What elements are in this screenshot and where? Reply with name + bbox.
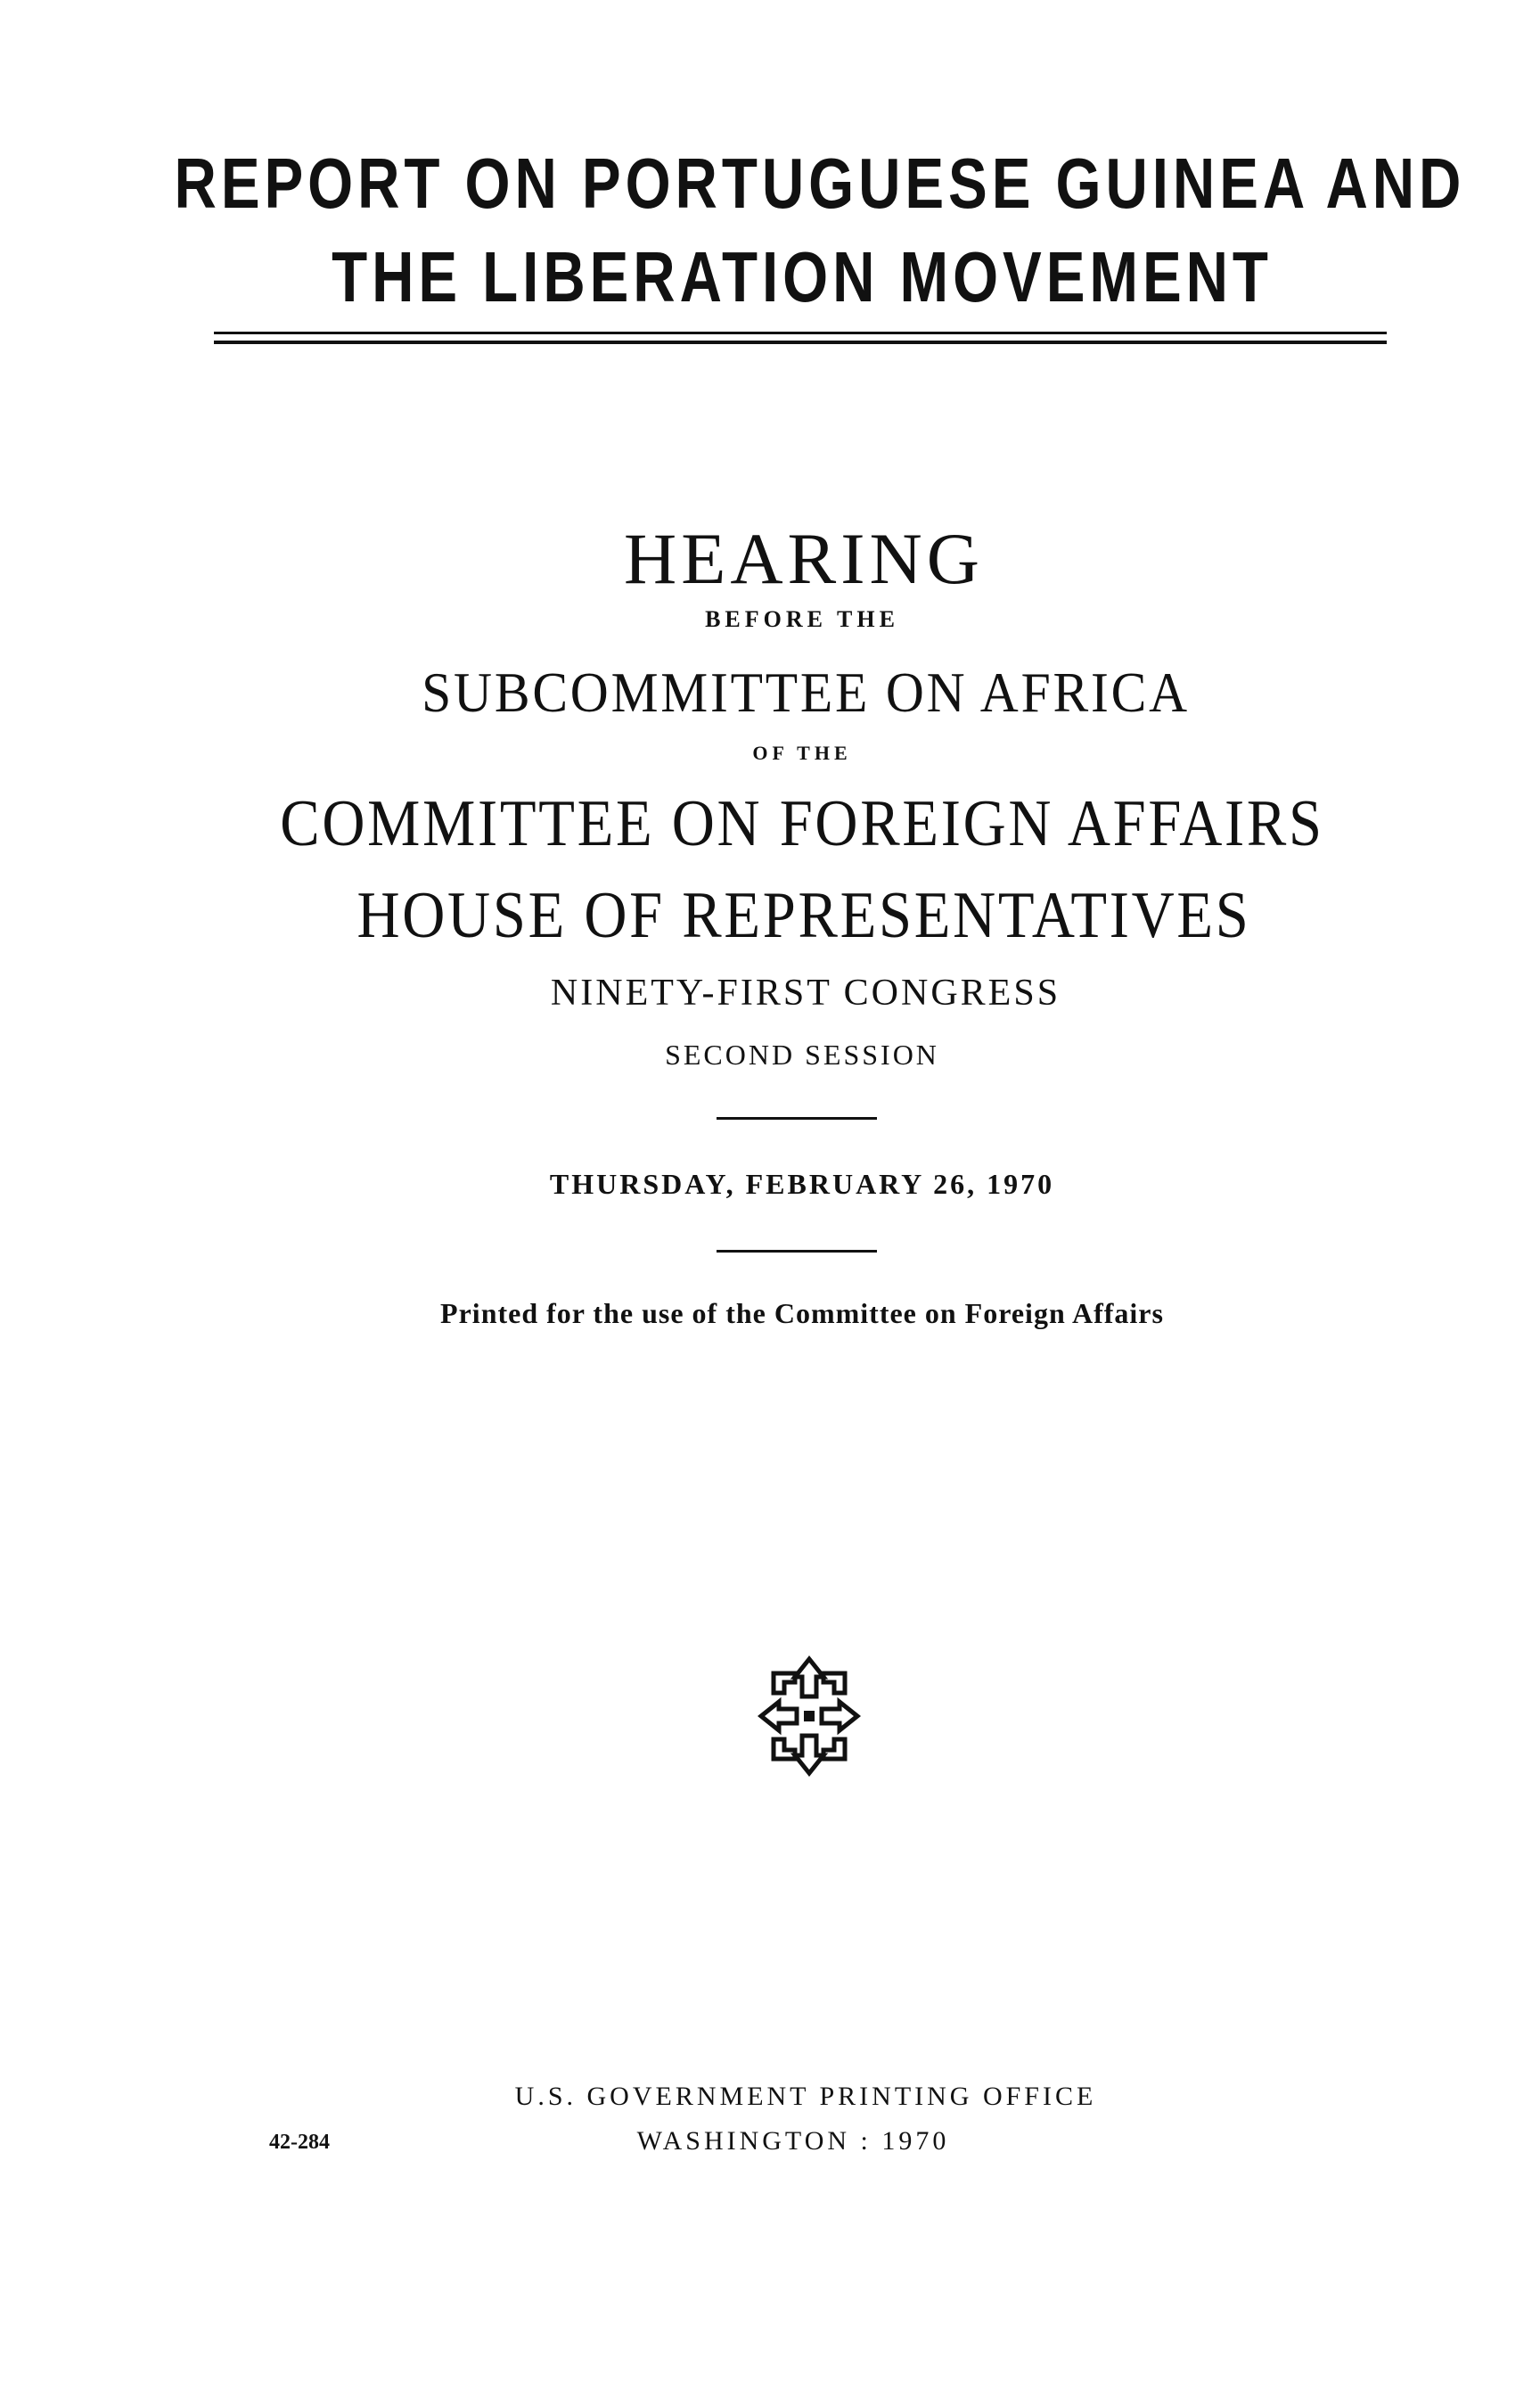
subcommittee-name: SUBCOMMITTEE ON AFRICA (422, 661, 1190, 724)
gpo-ornament-icon (756, 1654, 863, 1779)
congress-label: NINETY-FIRST CONGRESS (550, 973, 1061, 1014)
hearing-date: THURSDAY, FEBRUARY 26, 1970 (549, 1168, 1055, 1200)
publisher-name: U.S. GOVERNMENT PRINTING OFFICE (514, 2082, 1097, 2111)
of-the-label: OF THE (752, 742, 852, 764)
job-number: 42-284 (269, 2131, 330, 2154)
divider-rule-lower (717, 1250, 877, 1253)
house-name: HOUSE OF REPRESENTATIVES (356, 879, 1251, 952)
report-title-line-2: THE LIBERATION MOVEMENT (332, 237, 1273, 316)
printed-for-note: Printed for the use of the Committee on Foreign Affairs (440, 1297, 1164, 1329)
report-title-line-1: REPORT ON PORTUGUESE GUINEA AND (174, 144, 1466, 223)
session-label: SECOND SESSION (665, 1039, 939, 1071)
title-double-rule-top (214, 332, 1387, 334)
hearing-heading: HEARING (624, 518, 984, 599)
before-the-label: BEFORE THE (705, 606, 899, 632)
publication-place-year: WASHINGTON : 1970 (636, 2126, 950, 2156)
title-double-rule-bottom (214, 341, 1387, 344)
committee-name: COMMITTEE ON FOREIGN AFFAIRS (280, 787, 1324, 860)
divider-rule-upper (717, 1117, 877, 1120)
